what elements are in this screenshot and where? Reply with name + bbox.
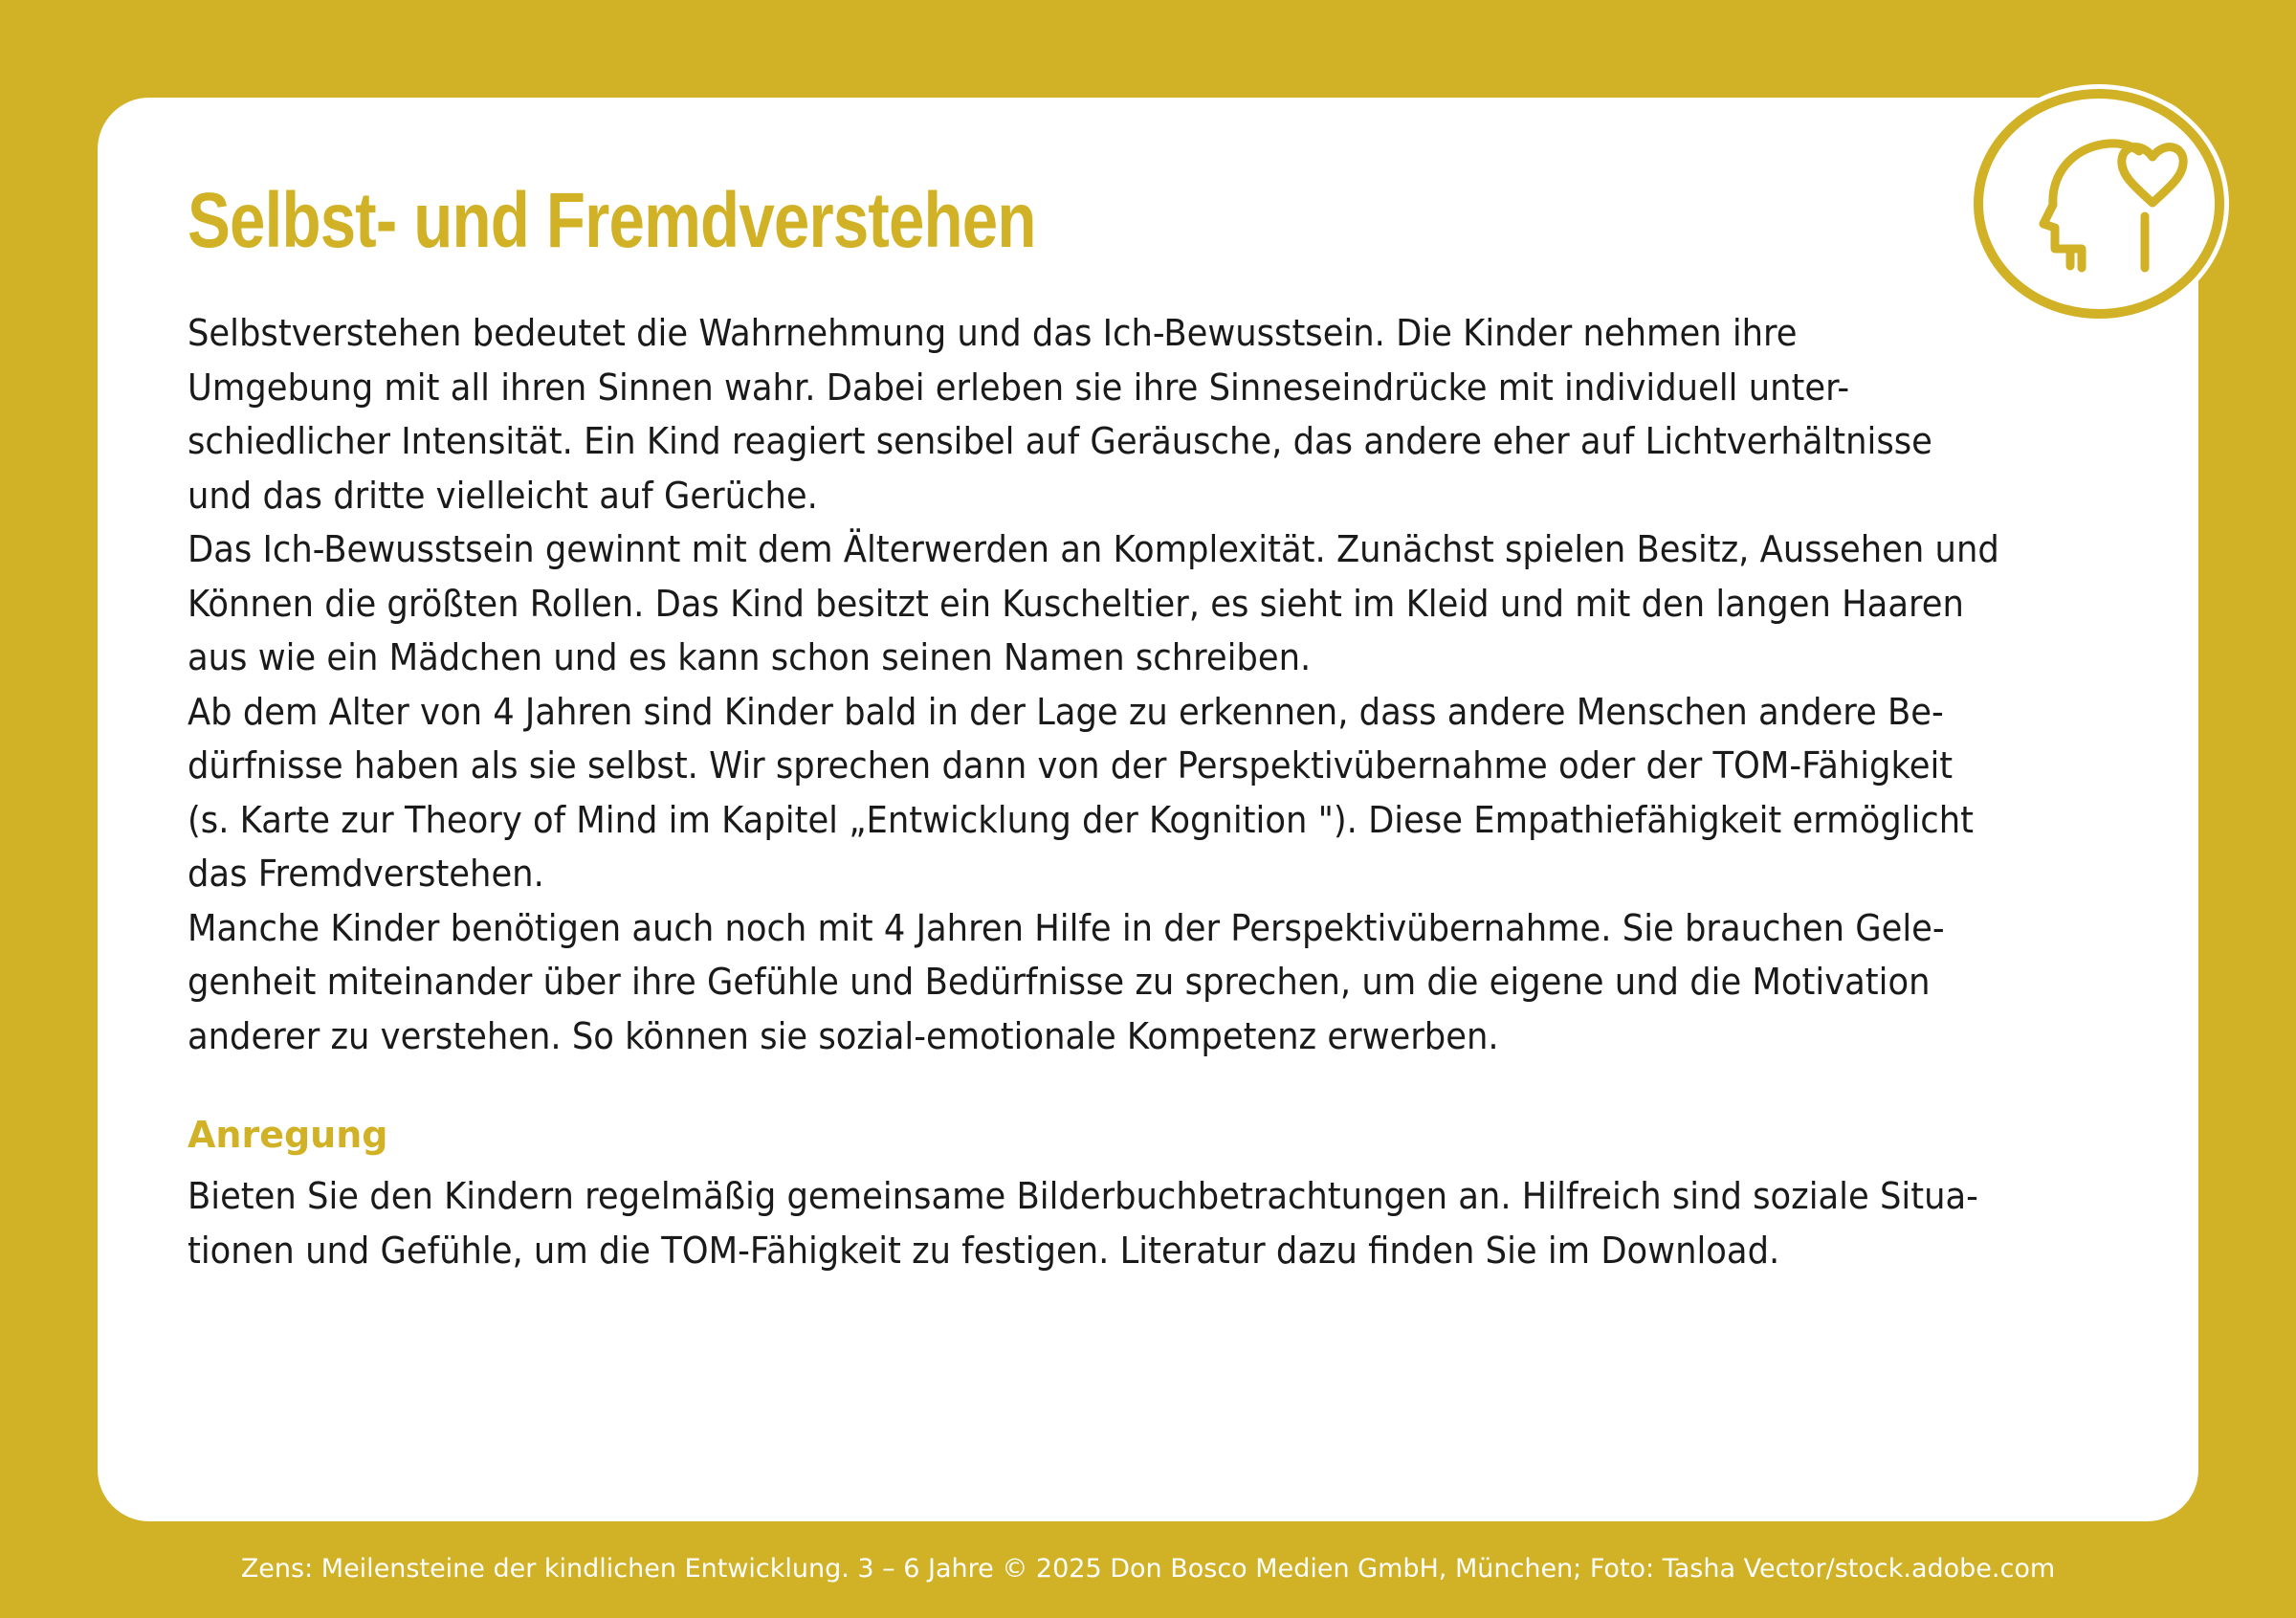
body-text bbox=[188, 306, 2120, 1063]
icon-badge bbox=[1969, 84, 2229, 323]
suggestion-line: Bieten Sie den Kindern regelmäßig gemeinsame Bilderbuchbetrachtungen an. Hilfreich sind soziale Situa- bbox=[188, 1175, 1978, 1217]
suggestion-line: tionen und Gefühle, um die TOM-Fähigkeit zu festigen. Literatur dazu finden Sie im Download. bbox=[188, 1229, 1780, 1272]
body-line: Können die größten Rollen. Das Kind besitzt ein Kuscheltier, es sieht im Kleid und mit den langen Haaren bbox=[188, 582, 1964, 625]
body-line: Umgebung mit all ihren Sinnen wahr. Dabei erleben sie ihre Sinneseindrücke mit individuell unter- bbox=[188, 366, 1850, 409]
body-line: Manche Kinder benötigen auch noch mit 4 Jahren Hilfe in der Perspektivübernahme. Sie brauchen Gele- bbox=[188, 906, 1945, 949]
body-line: Ab dem Alter von 4 Jahren sind Kinder bald in der Lage zu erkennen, dass andere Menschen andere Be- bbox=[188, 690, 1944, 733]
page-title: Selbst- und Fremdverstehen bbox=[188, 177, 1036, 264]
body-line: Selbstverstehen bedeutet die Wahrnehmung und das Ich-Bewusstsein. Die Kinder nehmen ihre bbox=[188, 312, 1798, 354]
head-heart-icon bbox=[1969, 84, 2229, 323]
body-line: das Fremdverstehen. bbox=[188, 853, 544, 895]
body-line: anderer zu verstehen. So können sie sozial-emotionale Kompetenz erwerben. bbox=[188, 1014, 1499, 1057]
body-line: aus wie ein Mädchen und es kann schon seinen Namen schreiben. bbox=[188, 636, 1312, 678]
body-line: schiedlicher Intensität. Ein Kind reagiert sensibel auf Geräusche, das andere eher auf Lichtverhältnisse bbox=[188, 420, 1932, 462]
body-line: und das dritte vielleicht auf Gerüche. bbox=[188, 474, 818, 517]
suggestion-text bbox=[188, 1169, 2120, 1277]
body-line: (s. Karte zur Theory of Mind im Kapitel „Entwicklung der Kognition "). Diese Empathiefähigkeit ermöglicht bbox=[188, 798, 1974, 841]
body-line: dürfnisse haben als sie selbst. Wir sprechen dann von der Perspektivübernahme oder der TOM-Fähigkeit bbox=[188, 744, 1954, 787]
footer-credit: Zens: Meilensteine der kindlichen Entwicklung. 3 – 6 Jahre © 2025 Don Bosco Medien GmbH, München; Foto: Tasha Vector/stock.adobe.com bbox=[240, 1554, 2056, 1584]
section-heading-anregung: Anregung bbox=[188, 1114, 388, 1156]
body-line: genheit miteinander über ihre Gefühle und Bedürfnisse zu sprechen, um die eigene und die Motivation bbox=[188, 961, 1931, 1003]
body-line: Das Ich-Bewusstsein gewinnt mit dem Älterwerden an Komplexität. Zunächst spielen Besitz, Aussehen und bbox=[188, 528, 1999, 570]
